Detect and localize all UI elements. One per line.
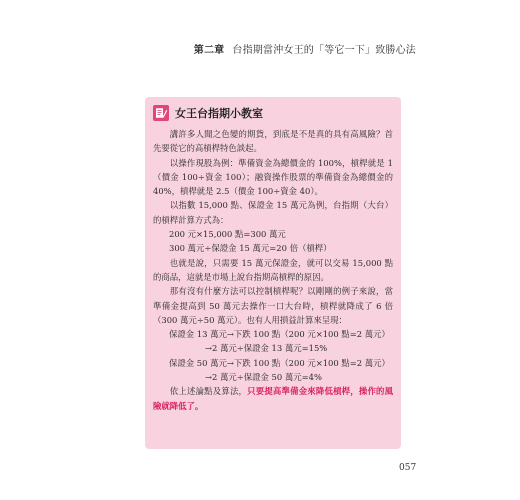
formula-loss-50: 保證金 50 萬元→下跌 100 點（200 元×100 點=2 萬元） <box>169 357 390 368</box>
chapter-label: 第二章 <box>193 45 225 56</box>
sidebar-box <box>145 97 401 449</box>
pencil-icon <box>153 105 169 121</box>
chapter-title: 台指期當沖女王的「等它一下」致勝心法 <box>232 45 416 56</box>
paragraph-leverage-reason: 也就是說，只需要 15 萬元保證金，就可以交易 15,000 點的商品，這就是市場上說台指期高槓桿的原因。 <box>153 257 393 282</box>
formula-ratio-13: →2 萬元÷保證金 13 萬元=15% <box>205 343 328 354</box>
box-body <box>153 127 393 413</box>
box-header <box>153 105 263 121</box>
formula-contract-value: 200 元×15,000 點=300 萬元 <box>169 229 286 240</box>
paragraph-index-example: 以指數 15,000 點、保證金 15 萬元為例，台指期（大台）的槓桿計算方式為： <box>153 200 393 225</box>
paragraph-stock-example: 以操作現股為例：準備資金為總價金的 100%，槓桿就是 1（價金 100÷資金 100）；融資操作股票的準備資金為總價金的 40%，槓桿就是 2.5（價金 100÷資金 40）。 <box>153 157 393 197</box>
conclusion-highlight: 只要提高準備金來降低槓桿，操作的風險就降低了。 <box>153 386 394 411</box>
formula-ratio-50: →2 萬元÷保證金 50 萬元=4% <box>205 372 322 383</box>
paragraph-control-leverage: 那有沒有什麼方法可以控制槓桿呢？以剛剛的例子來說，當準備金提高到 50 萬元去操作一口大台時，槓桿就降成了 6 倍（300 萬元÷50 萬元）。也有人用損益計算來呈現： <box>153 286 393 325</box>
formula-loss-13: 保證金 13 萬元→下跌 100 點（200 元×100 點=2 萬元） <box>169 329 390 340</box>
page-number: 057 <box>399 463 417 473</box>
running-header <box>194 41 416 56</box>
box-title: 女王台指期小教室 <box>175 107 263 120</box>
paragraph-conclusion <box>153 384 393 413</box>
conclusion-text: 依上述論點及算法， <box>169 386 248 397</box>
paragraph-intro: 講許多人聞之色變的期貨，到底是不是真的具有高風險？首先要從它的高槓桿特色談起。 <box>153 129 393 154</box>
formula-leverage: 300 萬元÷保證金 15 萬元=20 倍（槓桿） <box>169 243 332 254</box>
